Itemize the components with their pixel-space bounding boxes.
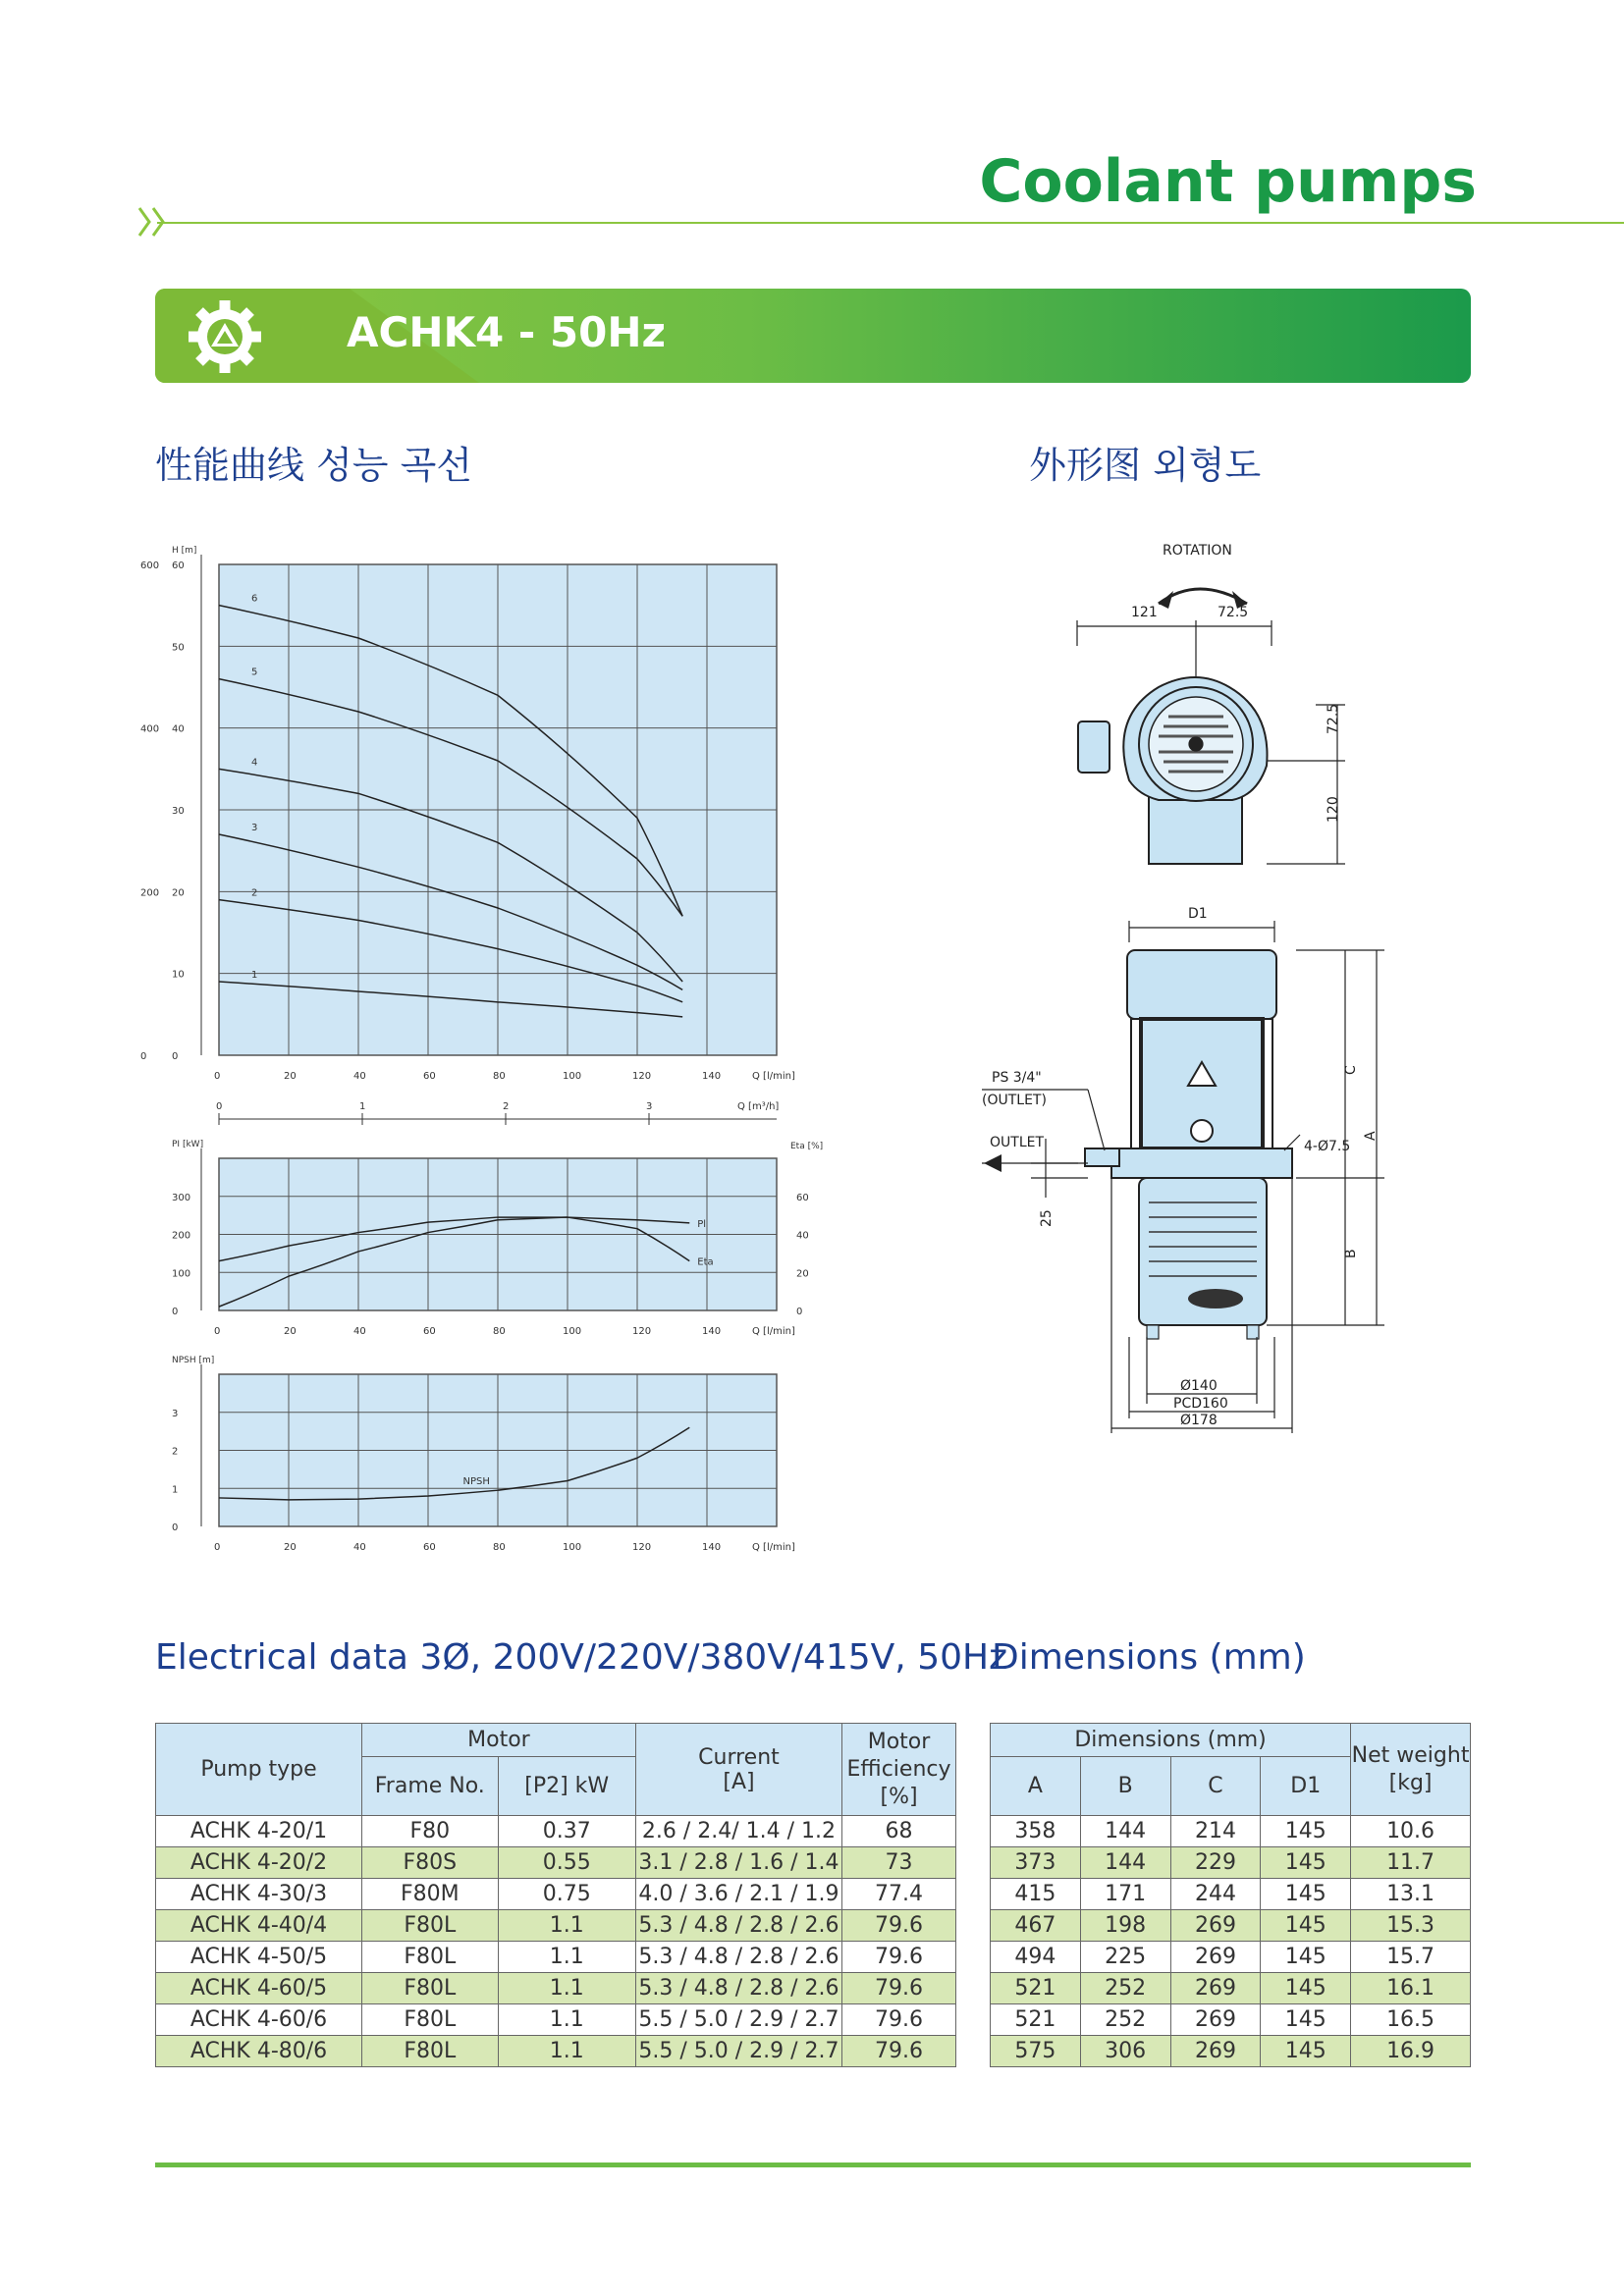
y-tick-label: 2 [172,1446,179,1458]
electrical-row [156,1879,956,1910]
electrical-cell: 5.5 / 5.0 / 2.9 / 2.7 [635,2004,841,2036]
y2-tick-label: 40 [796,1230,809,1242]
dimensions-cell: 171 [1080,1879,1170,1910]
electrical-cell: 79.6 [842,1942,956,1973]
dimensions-cell: 252 [1080,1973,1170,2004]
electrical-row [156,1910,956,1942]
electrical-cell: F80L [362,2004,499,2036]
electrical-cell: 79.6 [842,1973,956,2004]
electrical-table-body [156,1816,956,2067]
dimensions-cell: 16.9 [1351,2036,1471,2067]
electrical-cell: 1.1 [498,1942,635,1973]
dimensions-cell: 11.7 [1351,1847,1471,1879]
electrical-cell: ACHK 4-30/3 [156,1879,362,1910]
y2-tick-label: 200 [140,887,160,899]
x2-tick-label: 3 [646,1101,653,1112]
electrical-row [156,1847,956,1879]
dimensions-cell: 306 [1080,2036,1170,2067]
electrical-cell: ACHK 4-80/6 [156,2036,362,2067]
y-tick-label: 0 [172,1522,179,1533]
dimensions-cell: 145 [1261,2036,1351,2067]
series-label: 6 [251,593,258,605]
electrical-cell: 68 [842,1816,956,1847]
dimensions-cell: 269 [1170,1973,1261,2004]
y-tick-label: 30 [172,806,185,817]
dimensions-cell: 358 [991,1816,1081,1847]
x-tick-label: 0 [214,1071,221,1082]
th-c: C [1170,1757,1261,1816]
x-tick-label: 140 [702,1326,722,1337]
electrical-cell: F80M [362,1879,499,1910]
x-axis-label: Q [l/min] [752,1071,795,1082]
y2-tick-label: 600 [140,561,160,571]
rotation-label: ROTATION [1163,543,1232,559]
electrical-cell: 5.3 / 4.8 / 2.8 / 2.6 [635,1973,841,2004]
dimensions-heading: Dimensions (mm) [992,1637,1306,1678]
electrical-table [155,1723,956,2067]
dimensions-cell: 198 [1080,1910,1170,1942]
x2-tick-label: 1 [359,1101,366,1112]
electrical-row [156,2036,956,2067]
dimensions-cell: 145 [1261,1973,1351,2004]
electrical-cell: 73 [842,1847,956,1879]
dimensions-cell: 252 [1080,2004,1170,2036]
electrical-cell: 1.1 [498,2036,635,2067]
dimensions-cell: 494 [991,1942,1081,1973]
dim-25: 25 [1039,1209,1055,1227]
electrical-cell: 0.37 [498,1816,635,1847]
dimensions-cell: 214 [1170,1816,1261,1847]
dim-pcd160: PCD160 [1173,1396,1228,1412]
outlet-label: OUTLET [990,1135,1045,1150]
electrical-cell: F80S [362,1847,499,1879]
electrical-row [156,1816,956,1847]
dim-a: A [1363,1131,1379,1141]
y2-tick-label: 0 [796,1307,803,1317]
electrical-row [156,1942,956,1973]
electrical-cell: 5.3 / 4.8 / 2.8 / 2.6 [635,1942,841,1973]
dimensions-cell: 269 [1170,2004,1261,2036]
dimensions-cell: 244 [1170,1879,1261,1910]
th-current-label: Current [698,1744,780,1770]
th-dimensions: Dimensions (mm) [991,1724,1351,1757]
dimensions-cell: 15.3 [1351,1910,1471,1942]
dim-120: 120 [1326,796,1341,823]
dimensions-cell: 15.7 [1351,1942,1471,1973]
dimensions-cell: 13.1 [1351,1879,1471,1910]
y-tick-label: 0 [172,1051,179,1062]
dimensions-cell: 229 [1170,1847,1261,1879]
dimensions-cell: 144 [1080,1847,1170,1879]
th-p2: [P2] kW [498,1757,635,1816]
dimensions-row [991,1879,1471,1910]
x-axis-label: Q [l/min] [752,1542,795,1553]
pump-outline-drawing [972,530,1424,1463]
th-efficiency: Motor Efficiency [%] [842,1724,956,1816]
electrical-cell: F80 [362,1816,499,1847]
electrical-cell: ACHK 4-60/5 [156,1973,362,2004]
th-net-weight: Net weight [kg] [1351,1724,1471,1816]
dimensions-cell: 10.6 [1351,1816,1471,1847]
electrical-cell: 1.1 [498,1910,635,1942]
dimensions-row [991,2036,1471,2067]
banner-title: ACHK4 - 50Hz [347,308,666,356]
outline-heading: 外形图 외형도 [1029,444,1262,487]
dimensions-cell: 521 [991,2004,1081,2036]
series-label: 3 [251,823,258,833]
dimensions-cell: 16.5 [1351,2004,1471,2036]
y-tick-label: 20 [172,887,185,899]
x-tick-label: 0 [214,1326,221,1337]
x-tick-label: 20 [284,1071,297,1082]
dimensions-row [991,1973,1471,2004]
x-axis-label: Q [l/min] [752,1326,795,1337]
electrical-cell: F80L [362,2036,499,2067]
dimensions-row [991,1910,1471,1942]
electrical-cell: F80L [362,1973,499,2004]
th-b: B [1080,1757,1170,1816]
series-label: NPSH [462,1476,490,1488]
series-label: 1 [251,970,258,981]
electrical-cell: 5.3 / 4.8 / 2.8 / 2.6 [635,1910,841,1942]
x-tick-label: 80 [493,1326,506,1337]
x-tick-label: 40 [353,1542,366,1553]
th-frame-no: Frame No. [362,1757,499,1816]
npsh-chart [172,1356,795,1553]
electrical-cell: ACHK 4-60/6 [156,2004,362,2036]
dim-d1: D1 [1188,906,1208,922]
th-a: A [991,1757,1081,1816]
dim-dia140: Ø140 [1180,1378,1218,1394]
y2-tick-label: 20 [796,1268,809,1280]
performance-heading: 性能曲线 성능 곡선 [155,444,472,487]
x-tick-label: 80 [493,1071,506,1082]
series-label: 4 [251,757,258,769]
th-motor: Motor [362,1724,636,1757]
head-curve-chart [140,546,795,1082]
outlet-paren: (OUTLET) [982,1093,1047,1108]
y-tick-label: 3 [172,1408,179,1419]
dimensions-table [990,1723,1471,2067]
x-tick-label: 60 [423,1542,436,1553]
x-tick-label: 20 [284,1542,297,1553]
x-tick-label: 100 [563,1071,582,1082]
outlet-spec: PS 3/4" [992,1070,1042,1086]
dimensions-row [991,1816,1471,1847]
x-tick-label: 140 [702,1542,722,1553]
y-tick-label: 300 [172,1192,191,1203]
x2-tick-label: 2 [503,1101,510,1112]
dimensions-row [991,1847,1471,1879]
x2-axis-label: Q [m³/h] [737,1101,780,1112]
dim-dia178: Ø178 [1180,1413,1218,1428]
electrical-cell: 79.6 [842,2036,956,2067]
dimensions-cell: 145 [1261,1847,1351,1879]
y-tick-label: 50 [172,642,185,654]
series-label: 5 [251,667,258,678]
dimensions-cell: 269 [1170,1942,1261,1973]
dimensions-cell: 145 [1261,1879,1351,1910]
series-label: 2 [251,887,258,899]
x-tick-label: 40 [353,1326,366,1337]
x-tick-label: 120 [632,1326,652,1337]
y-axis-label: NPSH [m] [172,1356,215,1365]
dimensions-cell: 144 [1080,1816,1170,1847]
th-current-unit: [A] [723,1769,755,1794]
x-tick-label: 0 [214,1542,221,1553]
electrical-row [156,2004,956,2036]
series-label: Pl [697,1218,707,1230]
y-tick-label: 1 [172,1484,179,1496]
holes-label: 4-Ø7.5 [1304,1139,1351,1154]
electrical-cell: F80L [362,1942,499,1973]
x2-tick-label: 0 [216,1101,223,1112]
dimensions-row [991,1942,1471,1973]
electrical-cell: 5.5 / 5.0 / 2.9 / 2.7 [635,2036,841,2067]
y-tick-label: 10 [172,969,185,981]
th-current [635,1724,841,1816]
rotation-arrow-icon [1159,589,1247,604]
electrical-cell: 1.1 [498,1973,635,2004]
electrical-cell: 1.1 [498,2004,635,2036]
power-efficiency-chart [172,1101,823,1337]
dimensions-cell: 145 [1261,2004,1351,2036]
dim-b: B [1343,1249,1359,1258]
y2-axis-label: Eta [%] [790,1142,824,1151]
electrical-cell: 4.0 / 3.6 / 2.1 / 1.9 [635,1879,841,1910]
dimensions-cell: 373 [991,1847,1081,1879]
dim-72-5-top: 72.5 [1218,605,1249,620]
y-tick-label: 60 [172,561,185,571]
dimensions-cell: 415 [991,1879,1081,1910]
electrical-cell: ACHK 4-20/1 [156,1816,362,1847]
electrical-cell: 0.55 [498,1847,635,1879]
x-tick-label: 100 [563,1326,582,1337]
electrical-cell: ACHK 4-20/2 [156,1847,362,1879]
x-tick-label: 40 [353,1071,366,1082]
y-tick-label: 0 [172,1307,179,1317]
electrical-heading: Electrical data 3Ø, 200V/220V/380V/415V, 50Hz [155,1637,1007,1678]
electrical-cell: 0.75 [498,1879,635,1910]
y-axis-label: PI [kW] [172,1140,204,1149]
series-label: Eta [697,1256,714,1268]
dimensions-cell: 269 [1170,1910,1261,1942]
y2-tick-label: 60 [796,1192,809,1203]
dimensions-table-body [991,1816,1471,2067]
dim-121: 121 [1131,605,1158,620]
dimensions-cell: 225 [1080,1942,1170,1973]
y2-tick-label: 400 [140,723,160,735]
dimensions-cell: 16.1 [1351,1973,1471,2004]
dim-c: C [1343,1065,1359,1075]
electrical-row [156,1973,956,2004]
dimensions-cell: 467 [991,1910,1081,1942]
dim-72-5-side: 72.5 [1326,703,1341,734]
x-tick-label: 140 [702,1071,722,1082]
x-tick-label: 120 [632,1542,652,1553]
y-tick-label: 40 [172,723,185,735]
electrical-cell: ACHK 4-40/4 [156,1910,362,1942]
dimensions-cell: 269 [1170,2036,1261,2067]
dimensions-cell: 145 [1261,1942,1351,1973]
electrical-cell: 79.6 [842,2004,956,2036]
electrical-cell: F80L [362,1910,499,1942]
x-tick-label: 20 [284,1326,297,1337]
footer-rule [155,2163,1471,2167]
electrical-cell: ACHK 4-50/5 [156,1942,362,1973]
document-title: Coolant pumps [979,147,1477,216]
dimensions-cell: 145 [1261,1816,1351,1847]
electrical-cell: 79.6 [842,1910,956,1942]
dimensions-row [991,2004,1471,2036]
dimensions-cell: 145 [1261,1910,1351,1942]
electrical-cell: 77.4 [842,1879,956,1910]
y-tick-label: 200 [172,1230,191,1242]
x-tick-label: 60 [423,1326,436,1337]
x-tick-label: 120 [632,1071,652,1082]
th-pump-type: Pump type [156,1724,362,1816]
dimensions-cell: 521 [991,1973,1081,2004]
x-tick-label: 80 [493,1542,506,1553]
dimensions-cell: 575 [991,2036,1081,2067]
x-tick-label: 60 [423,1071,436,1082]
electrical-cell: 3.1 / 2.8 / 1.6 / 1.4 [635,1847,841,1879]
y-tick-label: 100 [172,1268,191,1280]
th-d1: D1 [1261,1757,1351,1816]
y-axis-label: H [m] [172,546,197,556]
electrical-cell: 2.6 / 2.4/ 1.4 / 1.2 [635,1816,841,1847]
x-tick-label: 100 [563,1542,582,1553]
y2-tick-label: 0 [140,1051,147,1062]
